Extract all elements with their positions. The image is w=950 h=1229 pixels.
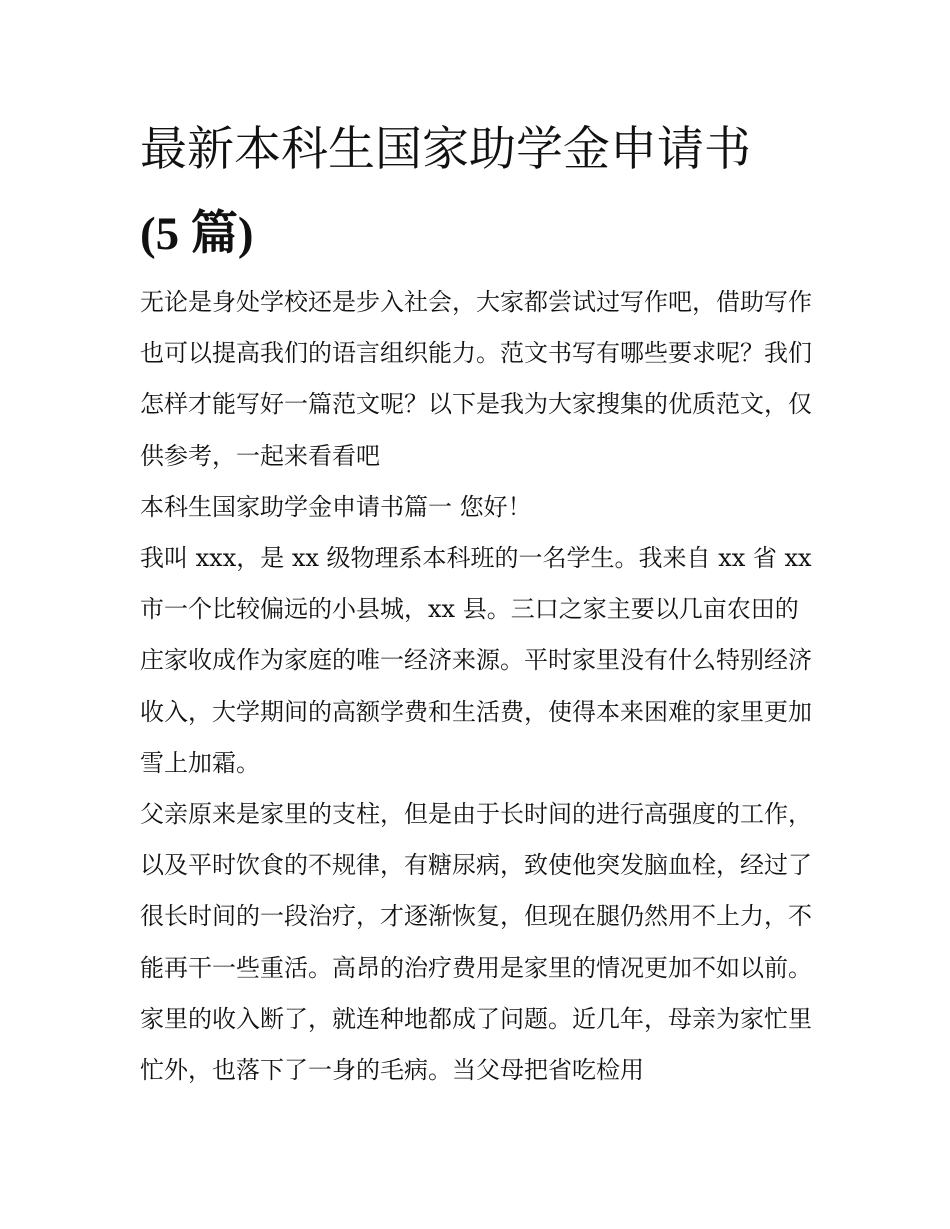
document-body	[140, 277, 820, 1096]
paragraph-heading: 本科生国家助学金申请书篇一 您好！	[140, 492, 532, 521]
title-suffix: (5 篇)	[140, 208, 254, 260]
document-title	[140, 108, 820, 276]
paragraph-family: 父亲原来是家里的支柱，但是由于长时间的进行高强度的工作，以及平时饮食的不规律，有糖尿病，致使他突发脑血栓，经过了很长时间的一段治疗，才逐渐恢复，但现在腿仍然用不上力，不能再干一些重活。高昂的治疗费用是家里的情况更加不如以前。家里的收入断了，就连种地都成了问题。近几年，母亲为家忙里忙外，也落下了一身的毛病。当父母把省吃检用	[140, 800, 812, 1085]
title-main: 最新本科生国家助学金申请书	[140, 122, 751, 177]
paragraph-background: 我叫 xxx，是 xx 级物理系本科班的一名学生。我来自 xx 省 xx 市一个比较偏远的小县城，xx 县。三口之家主要以几亩农田的庄家收成作为家庭的唯一经济来源。平时家里没有什么特别经济收入，大学期间的高额学费和生活费，使得本来困难的家里更加雪上加霜。	[140, 544, 812, 777]
paragraph-intro: 无论是身处学校还是步入社会，大家都尝试过写作吧，借助写作也可以提高我们的语言组织能力。范文书写有哪些要求呢？我们怎样才能写好一篇范文呢？以下是我为大家搜集的优质范文，仅供参考，一起来看看吧	[140, 288, 812, 470]
